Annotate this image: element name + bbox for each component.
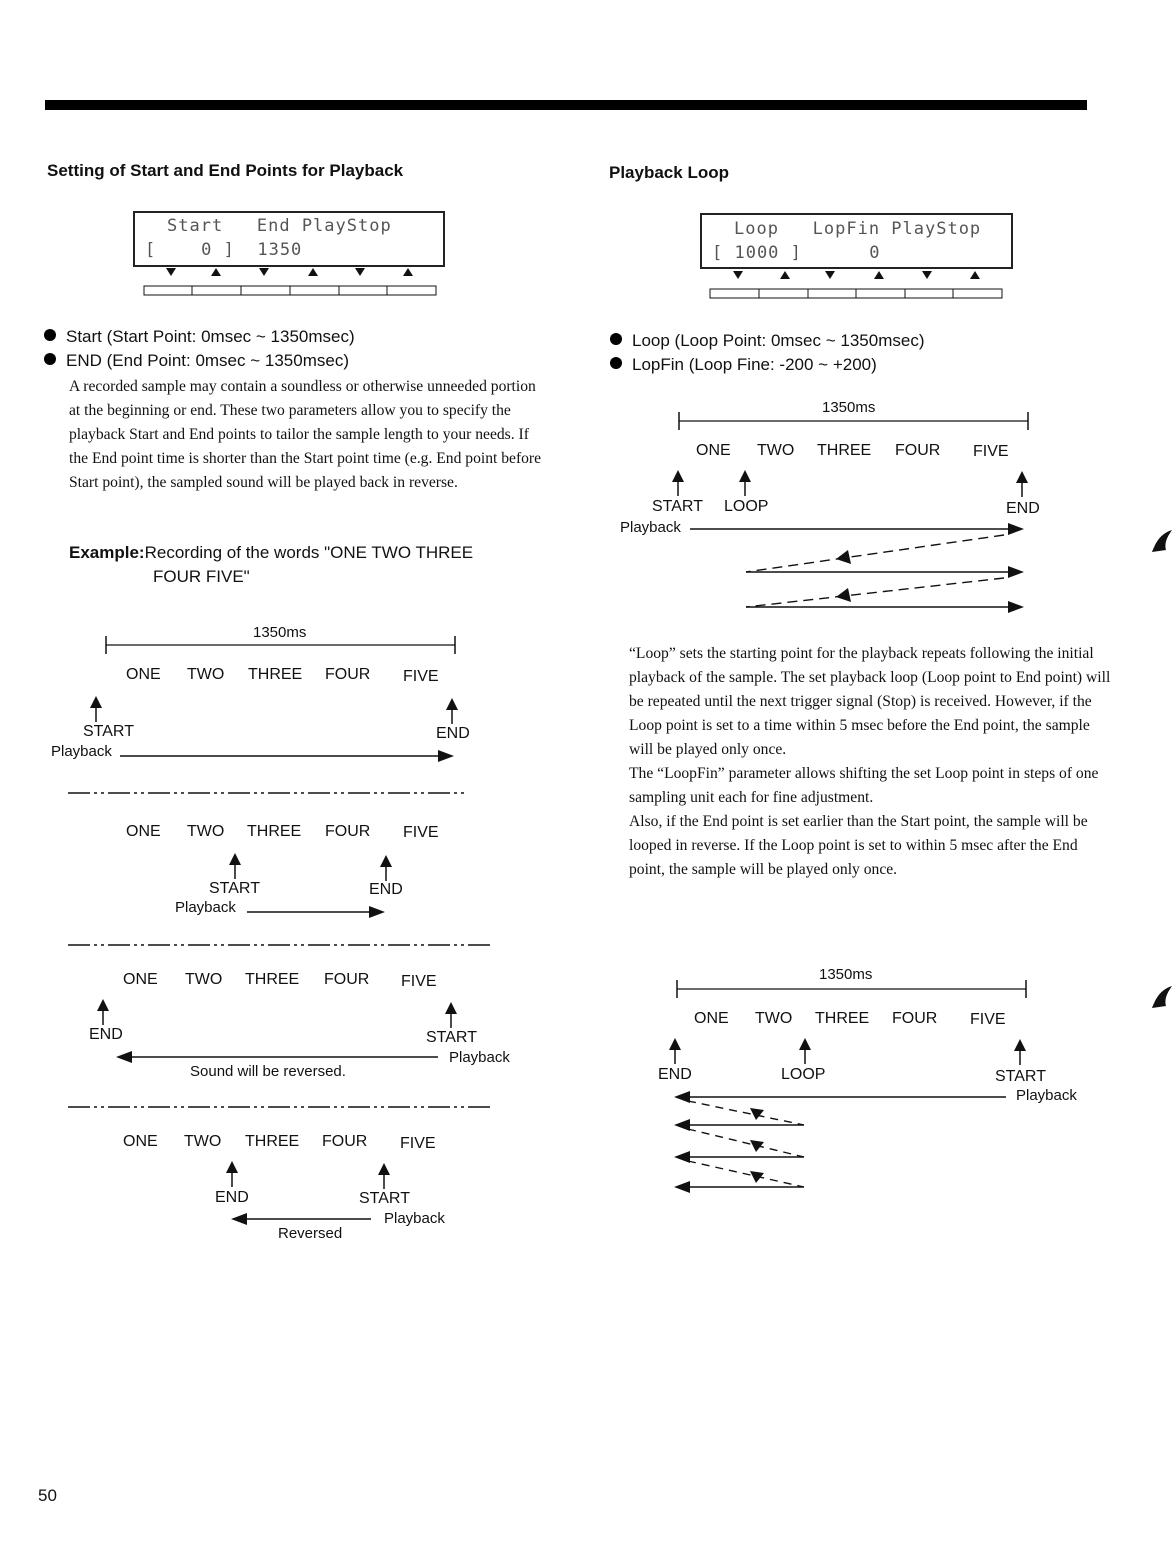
end-label: END <box>436 725 470 742</box>
word-three: THREE <box>245 971 300 988</box>
bullet-dot-icon <box>610 357 622 369</box>
duration-label: 1350ms <box>819 966 873 983</box>
word-two: TWO <box>757 442 795 459</box>
lcd-line-2: [ 1000 ] 0 <box>712 243 881 263</box>
word-three: THREE <box>815 1010 870 1027</box>
loopfin-paragraph: The “LoopFin” parameter allows shifting the set Loop point in steps of one sampling unit each for fine adjustment. <box>629 765 1099 806</box>
start-label: START <box>652 498 703 515</box>
end-arrow-icon <box>669 1038 681 1064</box>
bullet-dot-icon <box>44 329 56 341</box>
down-triangle-icon <box>922 271 932 279</box>
playback-label: Playback <box>449 1049 510 1066</box>
section-heading-start-end: Setting of Start and End Points for Playback <box>47 161 404 180</box>
playback-label: Playback <box>175 899 236 916</box>
duration-bracket <box>676 980 1028 1002</box>
start-label: START <box>83 723 134 740</box>
end-label: END <box>1006 500 1040 517</box>
start-arrow-icon <box>229 853 241 879</box>
bullet-dot-icon <box>44 353 56 365</box>
up-triangle-icon <box>308 268 318 276</box>
start-arrow-icon <box>445 1002 457 1028</box>
word-one: ONE <box>694 1010 729 1027</box>
start-arrow-icon <box>90 696 102 722</box>
end-arrow-icon <box>380 855 392 881</box>
up-triangle-icon <box>874 271 884 279</box>
start-label: START <box>995 1068 1046 1085</box>
up-triangle-icon <box>970 271 980 279</box>
word-four: FOUR <box>892 1010 938 1027</box>
bullet-dot-icon <box>610 333 622 345</box>
start-arrow-icon <box>378 1163 390 1189</box>
word-one: ONE <box>123 1133 158 1150</box>
word-three: THREE <box>245 1133 300 1150</box>
playback-label: Playback <box>620 519 681 536</box>
word-five: FIVE <box>973 443 1009 460</box>
section-heading-playback-loop: Playback Loop <box>609 163 729 182</box>
word-three: THREE <box>248 666 303 683</box>
divider <box>68 942 492 948</box>
reversed-note: Sound will be reversed. <box>190 1063 346 1080</box>
down-triangle-icon <box>355 268 365 276</box>
word-three: THREE <box>247 823 302 840</box>
down-triangle-icon <box>825 271 835 279</box>
word-two: TWO <box>184 1133 222 1150</box>
down-triangle-icon <box>733 271 743 279</box>
end-arrow-icon <box>1016 471 1028 497</box>
start-arrow-icon <box>672 470 684 496</box>
reversed-label: Reversed <box>278 1225 343 1242</box>
playback-label: Playback <box>51 743 112 760</box>
end-arrow-icon <box>97 999 109 1025</box>
example-caption-line-2: FOUR FIVE" <box>153 567 250 586</box>
loop-label: LOOP <box>724 498 769 515</box>
word-five: FIVE <box>403 824 439 841</box>
up-triangle-icon <box>211 268 221 276</box>
word-one: ONE <box>126 823 161 840</box>
loop-paragraph-1: “Loop” sets the starting point for the playback repeats following the initial playback of the sample. The set playback loop (Loop point to End point) will be repeated until the next trigger signal (Stop) is received. However, if the Loop point is set to a time within 5 msec before the End point, the sample will be played only once. <box>629 645 1111 758</box>
reverse-loop-arrows <box>674 1088 1014 1198</box>
top-rule <box>45 100 1087 110</box>
divider <box>68 790 468 796</box>
lcd-display-loop <box>700 213 1013 269</box>
lcd-cursor-keys <box>144 266 436 296</box>
end-label: END <box>215 1189 249 1206</box>
word-one: ONE <box>696 442 731 459</box>
loop-description <box>629 642 1113 882</box>
word-two: TWO <box>187 823 225 840</box>
divider <box>68 1104 492 1110</box>
word-five: FIVE <box>403 668 439 685</box>
start-label: START <box>359 1190 410 1207</box>
reverse-loop-paragraph: Also, if the End point is set earlier than the Start point, the sample will be looped in reverse. If the Loop point is set to within 5 msec after the End point, the sample will be played only once. <box>629 813 1088 878</box>
down-triangle-icon <box>166 268 176 276</box>
loop-arrow-icon <box>739 470 751 496</box>
example-caption: Example:Recording of the words "ONE TWO THREE <box>69 543 474 562</box>
lcd-cursor-keys <box>710 268 1002 299</box>
word-four: FOUR <box>325 666 371 683</box>
up-triangle-icon <box>403 268 413 276</box>
word-one: ONE <box>126 666 161 683</box>
bullet-start-point: Start (Start Point: 0msec ~ 1350msec) <box>44 327 355 347</box>
lcd-line-1: Start End PlayStop <box>167 216 392 236</box>
playback-arrow <box>120 749 456 763</box>
margin-mark-icon <box>1150 528 1172 554</box>
up-triangle-icon <box>780 271 790 279</box>
word-four: FOUR <box>325 823 371 840</box>
playback-label: Playback <box>1016 1087 1077 1104</box>
word-two: TWO <box>185 971 223 988</box>
word-two: TWO <box>755 1010 793 1027</box>
end-arrow-icon <box>446 698 458 724</box>
loop-arrow-icon <box>799 1038 811 1064</box>
loop-label: LOOP <box>781 1066 826 1083</box>
word-two: TWO <box>187 666 225 683</box>
margin-mark-icon <box>1150 984 1172 1010</box>
word-three: THREE <box>817 442 872 459</box>
word-four: FOUR <box>324 971 370 988</box>
end-label: END <box>658 1066 692 1083</box>
end-arrow-icon <box>226 1161 238 1187</box>
lcd-line-2: [ 0 ] 1350 <box>145 240 303 260</box>
start-arrow-icon <box>1014 1039 1026 1065</box>
word-five: FIVE <box>401 973 437 990</box>
word-one: ONE <box>123 971 158 988</box>
page-number: 50 <box>38 1486 57 1505</box>
bullet-end-point: END (End Point: 0msec ~ 1350msec) <box>44 351 349 371</box>
reverse-playback-arrow <box>116 1050 440 1064</box>
lcd-display-start-end <box>133 211 445 267</box>
duration-label: 1350ms <box>253 624 307 641</box>
start-end-description: A recorded sample may contain a soundless or otherwise unneeded portion at the beginning or end. These two parameters allow you to specify the playback Start and End points to tailor the sample length to your needs. If the End point time is shorter than the Start point time (e.g. End point before Start point), the sampled sound will be played back in reverse. <box>69 378 542 491</box>
duration-label: 1350ms <box>822 399 876 416</box>
lcd-line-1: Loop LopFin PlayStop <box>734 219 982 239</box>
playback-label: Playback <box>384 1210 445 1227</box>
down-triangle-icon <box>259 268 269 276</box>
playback-arrow <box>247 905 387 919</box>
end-label: END <box>89 1026 123 1043</box>
reverse-playback-arrow <box>231 1212 373 1226</box>
word-five: FIVE <box>400 1135 436 1152</box>
start-label: START <box>209 880 260 897</box>
word-four: FOUR <box>322 1133 368 1150</box>
start-label: START <box>426 1029 477 1046</box>
bullet-loop-fine: LopFin (Loop Fine: -200 ~ +200) <box>610 355 877 375</box>
end-label: END <box>369 881 403 898</box>
word-five: FIVE <box>970 1011 1006 1028</box>
word-four: FOUR <box>895 442 941 459</box>
bullet-loop-point: Loop (Loop Point: 0msec ~ 1350msec) <box>610 331 924 351</box>
